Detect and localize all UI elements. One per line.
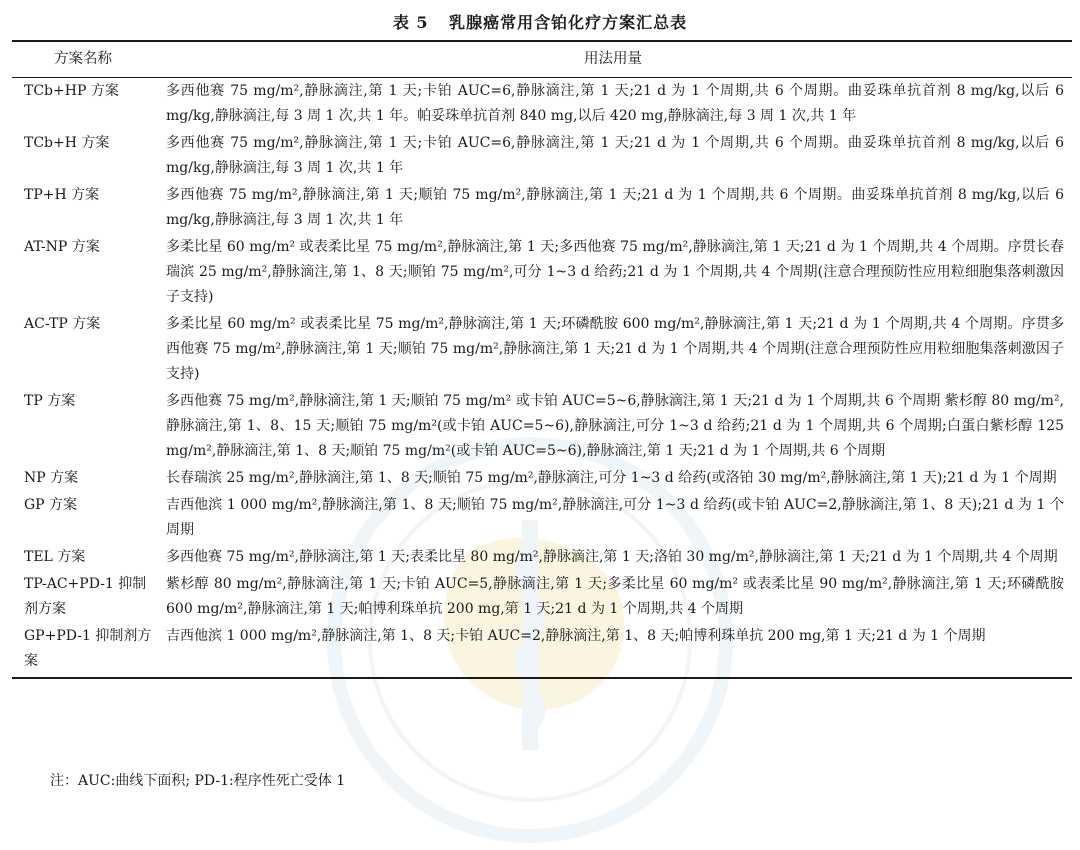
regimen-name-cell: TP-AC+PD-1 抑制剂方案 (24, 576, 147, 617)
regimen-name-cell: GP+PD-1 抑制剂方案 (12, 623, 154, 678)
dosage-cell: 多柔比星 60 mg/m² 或表柔比星 75 mg/m²,静脉滴注,第 1 天;环磷酰胺 600 mg/m²,静脉滴注,第 1 天;21 d 为 1 个周期,共 4 个周期。序贯多西他赛 75 mg/m²,静脉滴注,第 1 天;顺铂 75 mg/m²,静脉滴注,第 1 天;21 d 为 1 个周期,共 4 个周期(注意合理预防性应用粒细胞集落刺激因子支持) (166, 316, 1064, 382)
table-body (12, 78, 1072, 679)
regimen-name-cell: TCb+H 方案 (24, 135, 110, 151)
dosage-cell: 多西他赛 75 mg/m²,静脉滴注,第 1 天;顺铂 75 mg/m²,静脉滴注,第 1 天;21 d 为 1 个周期,共 6 个周期。曲妥珠单抗首剂 8 mg/kg,以后 6 mg/kg,静脉滴注,每 3 周 1 次,共 1 年 (166, 187, 1064, 228)
dosage-cell: 多西他赛 75 mg/m²,静脉滴注,第 1 天;表柔比星 80 mg/m²,静脉滴注,第 1 天;洛铂 30 mg/m²,静脉滴注,第 1 天;21 d 为 1 个周期,共 4 个周期 (166, 549, 1058, 565)
table-row (12, 388, 1072, 465)
table-row (12, 311, 1072, 388)
dosage-cell: 紫杉醇 80 mg/m²,静脉滴注,第 1 天;卡铂 AUC=5,静脉滴注,第 1 天;多柔比星 60 mg/m² 或表柔比星 90 mg/m²,静脉滴注,第 1 天;环磷酰胺 600 mg/m²,静脉滴注,第 1 天;帕博利珠单抗 200 mg,第 1 天;21 d 为 1 个周期,共 4 个周期 (166, 576, 1064, 617)
table-row (12, 544, 1072, 571)
regimen-name-cell: TCb+HP 方案 (24, 83, 119, 99)
table-row (12, 182, 1072, 234)
dosage-cell: 吉西他滨 1 000 mg/m²,静脉滴注,第 1、8 天;卡铂 AUC=2,静脉滴注,第 1、8 天;帕博利珠单抗 200 mg,第 1 天;21 d 为 1 个周期 (154, 623, 1072, 678)
regimen-name-cell: GP 方案 (24, 497, 78, 513)
table-row (12, 130, 1072, 182)
dosage-cell: 多柔比星 60 mg/m² 或表柔比星 75 mg/m²,静脉滴注,第 1 天;多西他赛 75 mg/m²,静脉滴注,第 1 天;21 d 为 1 个周期,共 4 个周期。序贯长春瑞滨 25 mg/m²,静脉滴注,第 1、8 天;顺铂 75 mg/m²,可分 1~3 d 给药;21 d 为 1 个周期,共 4 个周期(注意合理预防性应用粒细胞集落刺激因子支持) (166, 239, 1064, 305)
dosage-cell: 多西他赛 75 mg/m²,静脉滴注,第 1 天;顺铂 75 mg/m² 或卡铂 AUC=5~6,静脉滴注,第 1 天;21 d 为 1 个周期,共 6 个周期 紫杉醇 80 mg/m²,静脉滴注,第 1、8、15 天;顺铂 75 mg/m²(或卡铂 AUC=5~6),静脉滴注,可分 1~3 d 给药;21 d 为 1 个周期,共 6 个周期;白蛋白紫杉醇 125 mg/m²,静脉滴注,第 1、8 天;顺铂 75 mg/m²(或卡铂 AUC=5~6),静脉滴注,第 1 天;21 d 为 1 个周期,共 6 个周期 (166, 393, 1064, 459)
regimen-table (12, 40, 1072, 679)
table-row (12, 234, 1072, 311)
dosage-cell: 多西他赛 75 mg/m²,静脉滴注,第 1 天;卡铂 AUC=6,静脉滴注,第 1 天;21 d 为 1 个周期,共 6 个周期。曲妥珠单抗首剂 8 mg/kg,以后 6 mg/kg,静脉滴注,每 3 周 1 次,共 1 年 (166, 135, 1064, 176)
regimen-name-cell: TP 方案 (24, 393, 76, 409)
regimen-name-cell: AC-TP 方案 (24, 316, 101, 332)
header-regimen-name: 方案名称 (12, 41, 154, 78)
table-row (12, 465, 1072, 492)
table-row (12, 78, 1072, 131)
regimen-name-cell: AT-NP 方案 (24, 239, 100, 255)
header-dosage: 用法用量 (154, 41, 1072, 78)
table-row (12, 623, 1072, 678)
regimen-name-cell: NP 方案 (24, 470, 79, 486)
regimen-name-cell: TEL 方案 (24, 549, 86, 565)
regimen-name-cell: TP+H 方案 (24, 187, 100, 203)
dosage-cell: 长春瑞滨 25 mg/m²,静脉滴注,第 1、8 天;顺铂 75 mg/m²,静脉滴注,可分 1~3 d 给药(或洛铂 30 mg/m²,静脉滴注,第 1 天);21 d 为 1 个周期 (166, 470, 1057, 486)
table-caption: 乳腺癌常用含铂化疗方案汇总表 (449, 13, 688, 32)
table-row (12, 571, 1072, 623)
dosage-cell: 多西他赛 75 mg/m²,静脉滴注,第 1 天;卡铂 AUC=6,静脉滴注,第 1 天;21 d 为 1 个周期,共 6 个周期。曲妥珠单抗首剂 8 mg/kg,以后 6 mg/kg,静脉滴注,每 3 周 1 次,共 1 年。帕妥珠单抗首剂 840 mg,以后 420 mg,静脉滴注,每 3 周 1 次,共 1 年 (166, 83, 1064, 124)
dosage-cell: 吉西他滨 1 000 mg/m²,静脉滴注,第 1、8 天;顺铂 75 mg/m²,静脉滴注,可分 1~3 d 给药(或卡铂 AUC=2,静脉滴注,第 1、8 天);21 d 为 1 个周期 (166, 497, 1064, 538)
table-number: 表 5 (392, 13, 429, 32)
table-footnote: 注：AUC:曲线下面积; PD-1:程序性死亡受体 1 (50, 773, 346, 789)
table-row (12, 492, 1072, 544)
table-title (0, 10, 1080, 33)
table-header-row (12, 41, 1072, 78)
